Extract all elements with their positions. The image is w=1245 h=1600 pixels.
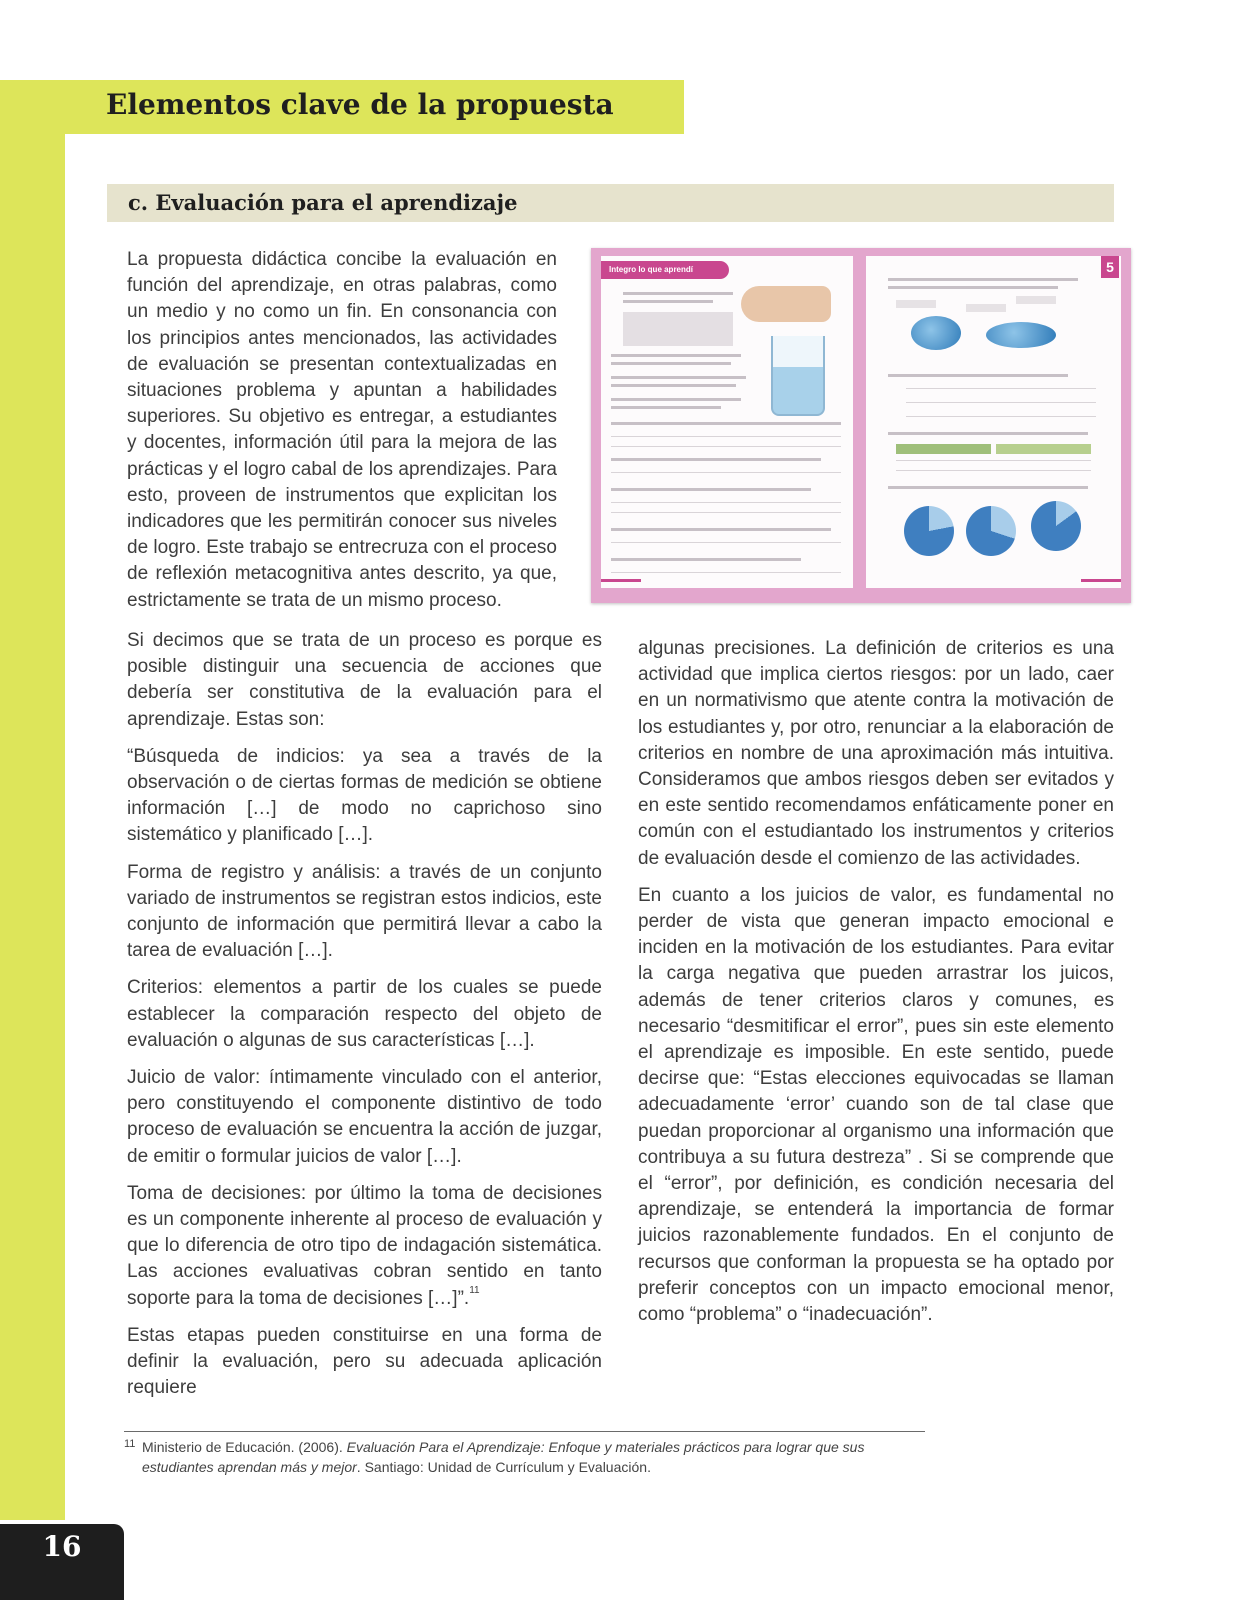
footnote-number: 11 bbox=[124, 1438, 136, 1450]
hand-illustration bbox=[741, 286, 831, 322]
pie-chart-1 bbox=[904, 506, 954, 556]
footnote-suffix: . Santiago: Unidad de Currículum y Evaluación. bbox=[356, 1459, 651, 1475]
water-flow-illustration bbox=[986, 322, 1056, 348]
pie-chart-2 bbox=[966, 506, 1016, 556]
water-drop-illustration bbox=[911, 316, 961, 350]
footnote-reference[interactable]: 11 bbox=[469, 1284, 480, 1296]
footnote bbox=[124, 1437, 924, 1477]
table-header-right bbox=[996, 444, 1091, 454]
pie-chart-3 bbox=[1031, 501, 1081, 551]
left-paragraph-2: “Búsqueda de indicios: ya sea a través de la observación o de ciertas formas de medición se obtiene información […] de modo no caprichoso sino sistemático y planificado […]. bbox=[127, 745, 602, 846]
left-column bbox=[127, 628, 602, 1412]
footnote-text bbox=[142, 1437, 924, 1477]
book-spread-thumbnail bbox=[591, 248, 1131, 603]
footnote-title: Evaluación Para el Aprendizaje: Enfoque y materiales prácticos para lograr que sus estudiantes aprendan más y mejor bbox=[142, 1439, 865, 1475]
thumbnail-right-page bbox=[866, 256, 1121, 588]
thumbnail-page-number: 5 bbox=[1101, 256, 1119, 278]
beaker-illustration bbox=[771, 336, 825, 416]
right-paragraph-1: algunas precisiones. La definición de criterios es una actividad que implica ciertos riesgos: por un lado, caer en un normativismo que atente contra la motivación de los estudiantes y, por otro, renunciar a la elaboración de criterios en nombre de una aproximación más intuitiva. Consideramos que ambos riesgos deben ser evitados y en este sentido recomendamos enfáticamente poner en común con el estudiantado los instrumentos y criterios de evaluación desde el comienzo de las actividades. bbox=[638, 638, 1114, 869]
right-column bbox=[638, 636, 1114, 1339]
left-paragraph-6 bbox=[127, 1181, 602, 1312]
left-paragraph-6-text: Toma de decisiones: por último la toma de decisiones es un componente inherente al proceso de evaluación y que lo diferencia de otro tipo de indagación sistemática. Las acciones evaluativas cobran sentido en tanto soporte para la toma de decisiones […]”. bbox=[127, 1182, 602, 1309]
left-paragraph-3: Forma de registro y análisis: a través de un conjunto variado de instrumentos se registran estos indicios, este conjunto de información que permitirá llevar a cabo la tarea de evaluación […]. bbox=[127, 861, 602, 962]
thumbnail-note-box bbox=[623, 312, 733, 346]
left-paragraph-1: Si decimos que se trata de un proceso es porque es posible distinguir una secuencia de acciones que debería ser constitutiva de la evaluación para el aprendizaje. Estas son: bbox=[127, 630, 602, 730]
sidebar-band bbox=[0, 80, 65, 1520]
thumbnail-left-page bbox=[601, 256, 853, 588]
page-title: Elementos clave de la propuesta bbox=[106, 88, 614, 121]
intro-paragraph: La propuesta didáctica concibe la evaluación en función del aprendizaje, en otras palabras, como un medio y no como un fin. En consonancia con los principios antes mencionados, las actividades de evaluación se presentan contextualizadas en situaciones problema y apuntan a habilidades superiores. Su objetivo es entregar, a estudiantes y docentes, información útil para la mejora de las prácticas y el logro cabal de los aprendizajes. Para esto, proveen de instrumentos que explicitan los indicadores que les permitirán conocer sus niveles de logro. Este trabajo se entrecruza con el proceso de reflexión metacognitiva antes descrito, ya que, estrictamente se trata de un mismo proceso. bbox=[127, 249, 557, 611]
left-paragraph-5: Juicio de valor: íntimamente vinculado con el anterior, pero constituyendo el componente distintivo de todo proceso de evaluación se encuentra la acción de juzgar, de emitir o formular juicios de valor […]. bbox=[127, 1067, 602, 1167]
left-paragraph-7: Estas etapas pueden constituirse en una forma de definir la evaluación, pero su adecuada aplicación requiere bbox=[127, 1324, 602, 1399]
footnote-prefix: Ministerio de Educación. (2006). bbox=[142, 1439, 347, 1455]
right-paragraph-2: En cuanto a los juicios de valor, es fundamental no perder de vista que generan impacto emocional e inciden en la motivación de los estudiantes. Para evitar la carga negativa que pueden arrastrar los juicos, además de tener criterios claros y comunes, es necesario “desmitificar el error”, pues sin este elemento el aprendizaje es imposible. En este sentido, puede decirse que: “Estas elecciones equivocadas se llaman adecuadamente ‘error’ cuando son de tal clase que puedan proporcionar al organismo una información que contribuya a su futura destreza” . Si se comprende que el “error”, por definición, es condición necesaria del aprendizaje, se entenderá la importancia de formar juicios razonablemente fundados. En el conjunto de recursos que conforman la propuesta se ha optado por preferir conceptos con un impacto emocional menor, como “problema” o “inadecuación”. bbox=[638, 884, 1114, 1326]
table-header-left bbox=[896, 444, 991, 454]
footnote-rule bbox=[124, 1431, 925, 1432]
page-number: 16 bbox=[42, 1530, 82, 1563]
left-paragraph-4: Criterios: elementos a partir de los cuales se puede establecer la comparación respecto del objeto de evaluación o algunas de sus características […]. bbox=[127, 977, 602, 1051]
intro-column bbox=[127, 247, 557, 625]
section-title: c. Evaluación para el aprendizaje bbox=[128, 190, 518, 215]
thumbnail-tab: Integro lo que aprendí bbox=[601, 261, 729, 279]
